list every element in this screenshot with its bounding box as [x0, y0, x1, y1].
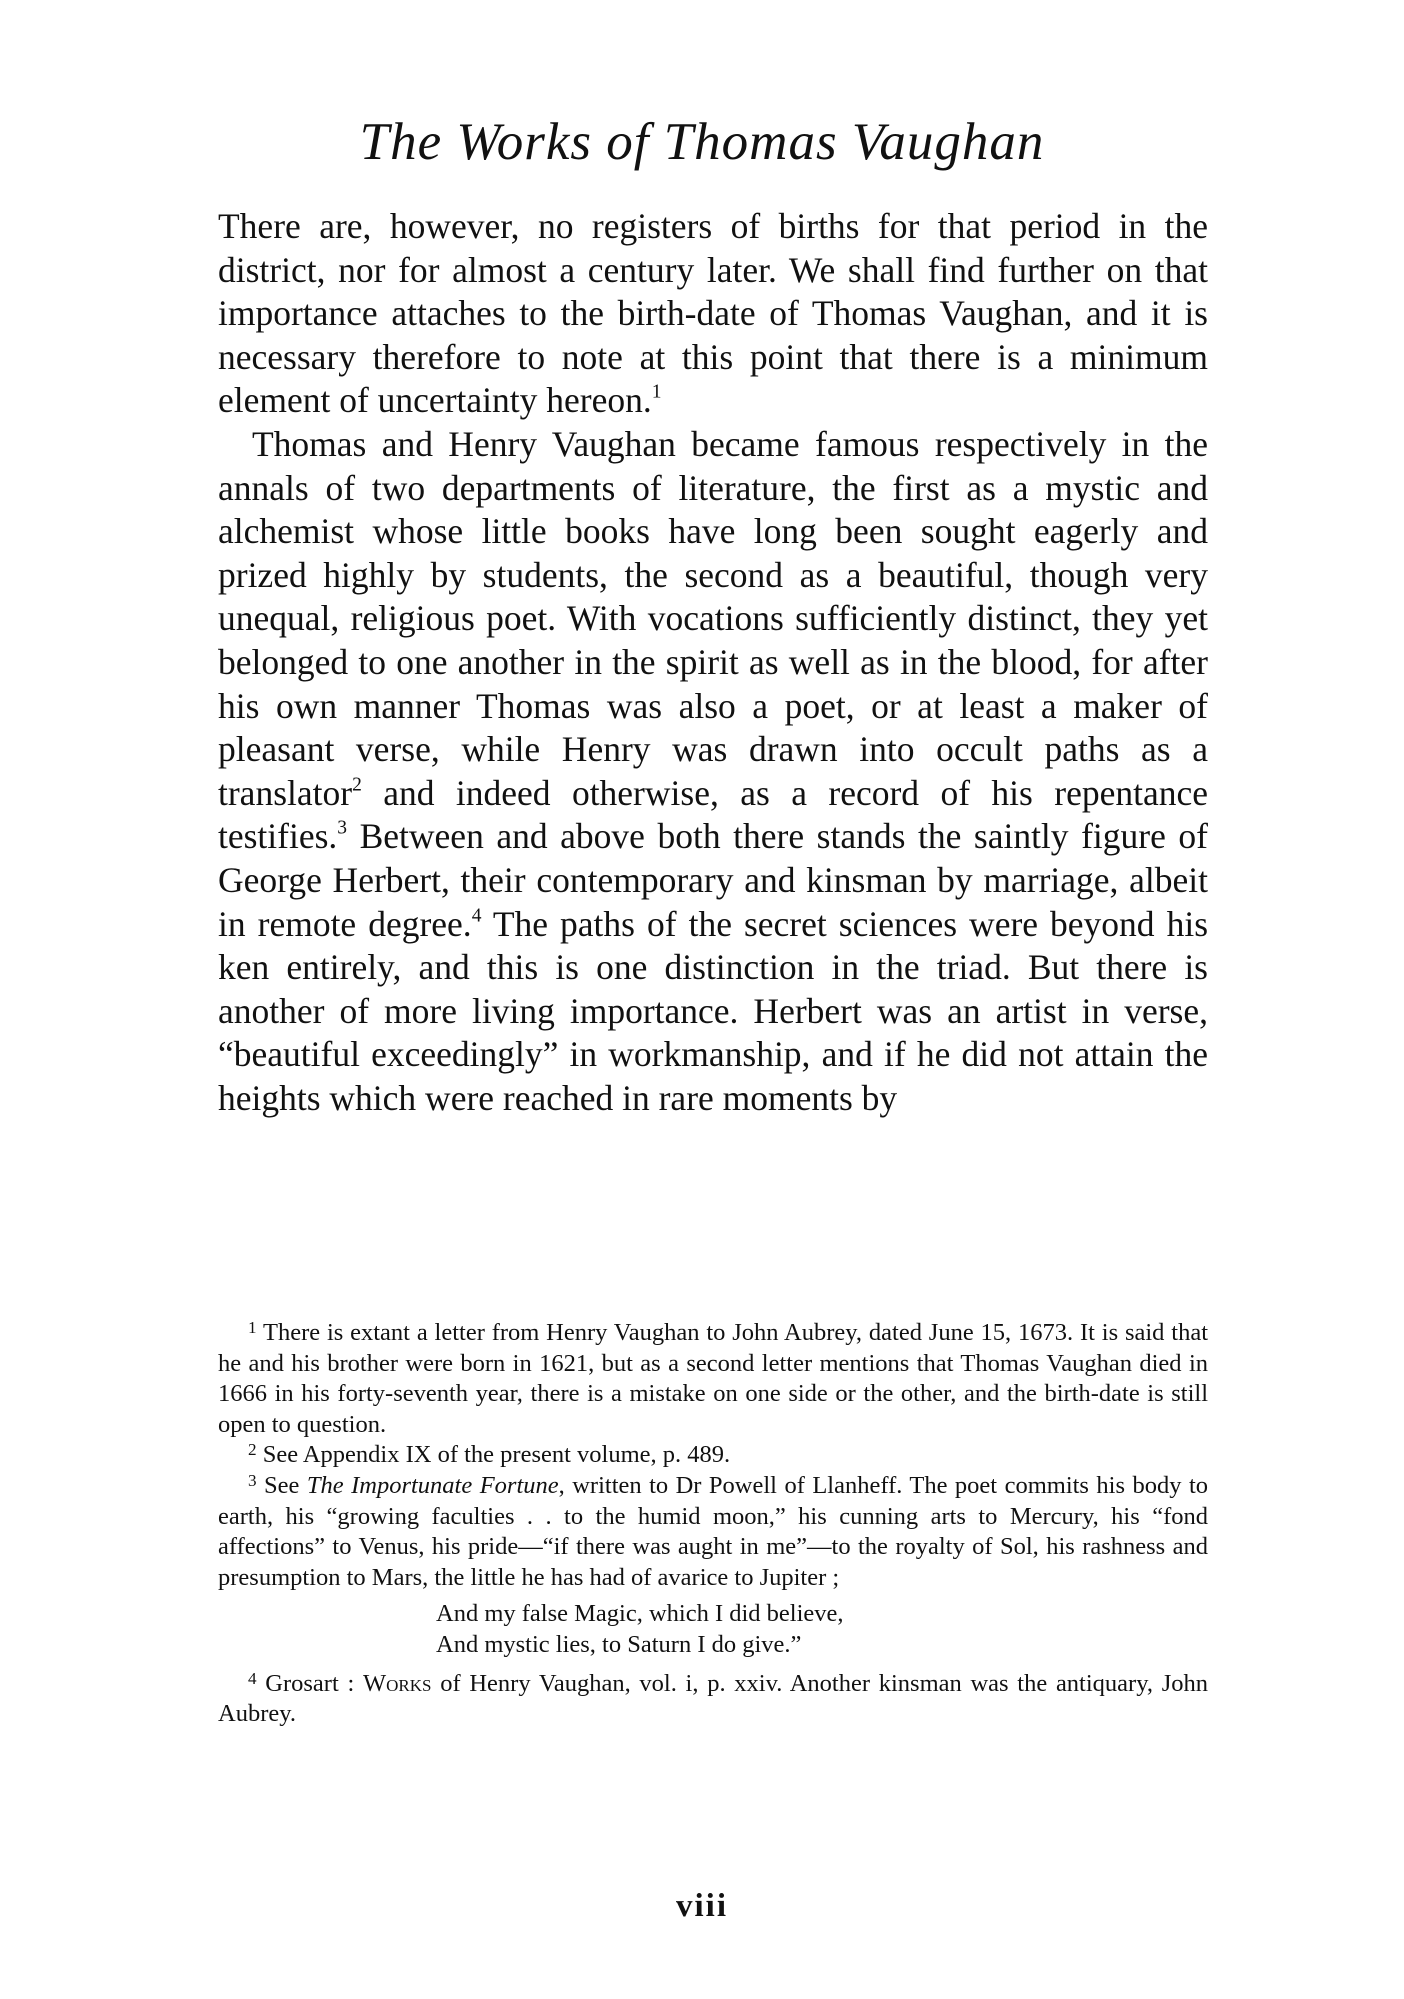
verse-line-2: And mystic lies, to Saturn I do give.” [436, 1630, 802, 1658]
footnote-4-text: of Henry Vaughan, vol. i, p. xxiv. Another kinsman was the antiquary, John Aubrey. [218, 1669, 1208, 1728]
footnote-3-title: The Importunate Fortune [306, 1471, 559, 1499]
footnote-2-text: See Appendix IX of the present volume, p. 489. [262, 1441, 731, 1469]
footnote-ref-2: 2 [352, 774, 362, 796]
footnote-2 [218, 1440, 1208, 1471]
paragraph-1-text: There are, however, no registers of births for that period in the district, nor for almost a century later. We shall find further on that importance attaches to the birth-date of Thomas Vaughan, and it is necessary therefore to note at this point that there is a minimum element of uncertainty hereon. [218, 206, 1208, 421]
paragraph-1 [218, 205, 1208, 423]
footnote-1-number: 1 [248, 1318, 257, 1338]
body-text [218, 205, 1208, 1120]
footnote-1-text: There is extant a letter from Henry Vaughan to John Aubrey, dated June 15, 1673. It is said that he and his brother were born in 1621, but as a second letter mentions that Thomas Vaughan died in 1666 in his forty-seventh year, there is a mistake on one side or the other, and the birth-date is still open to question. [218, 1319, 1208, 1438]
footnotes [218, 1318, 1208, 1730]
footnote-4-works: Works [363, 1669, 432, 1697]
page-number: viii [675, 1888, 728, 1924]
paragraph-2-text-d: The paths of the secret sciences were beyond his ken entirely, and this is one distinction in the triad. But there is another of more living importance. Herbert was an artist in verse, “beautiful exceedingly” in workmanship, and if he did not attain the heights which were reached in rare moments by [218, 903, 1209, 1118]
paragraph-2 [218, 423, 1208, 1121]
footnote-ref-1: 1 [651, 381, 662, 403]
footnote-3-pre: See [264, 1471, 307, 1499]
footnote-3 [218, 1471, 1208, 1593]
footnote-ref-3: 3 [337, 817, 348, 839]
verse-line-1: And my false Magic, which I did believe, [436, 1600, 844, 1628]
footnote-3-number: 3 [248, 1471, 257, 1491]
footnote-4-pre: Grosart : [265, 1669, 364, 1697]
footnote-3-text: , written to Dr Powell of Llanheff. The poet commits his body to earth, his “growing faculties . . to the humid moon,” his cunning arts to Mercury, his “fond affections” to Venus, his pride—“if there was aught in me”—to the royalty of Sol, his rashness and presumption to Mars, the little he has had of avarice to Jupiter ; [218, 1471, 1209, 1591]
running-head: The Works of Thomas Vaughan [359, 113, 1045, 171]
paragraph-2-text-a: Thomas and Henry Vaughan became famous respectively in the annals of two departments of literature, the first as a mystic and alchemist whose little books have long been sought eagerly and prized highly by students, the second as a beautiful, though very unequal, religious poet. With vocations sufficiently distinct, they yet belonged to one another in the spirit as well as in the blood, for after his own manner Thomas was also a poet, or at least a maker of pleasant verse, while Henry was drawn into occult paths as a translator [218, 423, 1208, 813]
footnote-ref-4: 4 [471, 904, 482, 926]
footnote-1 [218, 1318, 1208, 1440]
footnote-4 [218, 1669, 1208, 1730]
verse-quote [436, 1599, 1208, 1660]
paragraph-2-text-b: and indeed otherwise, as a record of his repentance testifies. [218, 772, 1208, 857]
footnote-4-number: 4 [248, 1668, 257, 1688]
footnote-2-number: 2 [248, 1440, 257, 1460]
paragraph-2-text-c: Between and above both there stands the saintly figure of George Herbert, their contemporary and kinsman by marriage, albeit in remote degree. [218, 816, 1208, 944]
